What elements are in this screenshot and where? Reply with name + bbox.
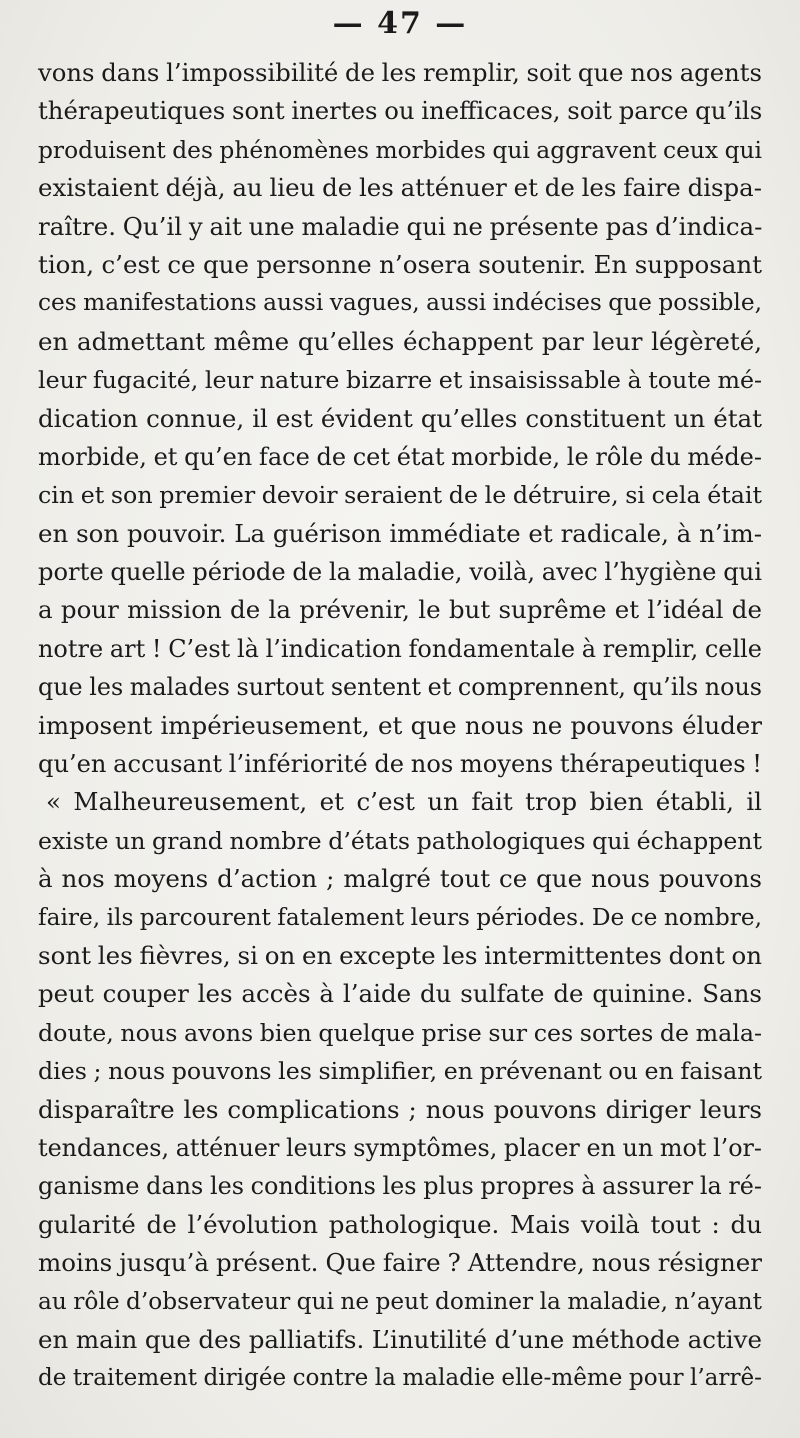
body-text [38,54,762,1398]
paragraph-start-line: « Malheureusement, et c’est un fait trop bien établi, il [46,787,762,817]
text-line: faire, ils parcourent fatalement leurs périodes. De ce nombre, [38,903,762,931]
text-line: moins jusqu’à présent. Que faire ? Attendre, nous résigner [38,1248,762,1278]
text-line: existe un grand nombre d’états pathologiques qui échappent [38,826,762,855]
text-line: tion, c’est ce que personne n’osera soutenir. En supposant [38,249,762,279]
text-line: existaient déjà, au lieu de les atténuer et de les faire dispa- [38,173,762,203]
text-line: notre art ! C’est là l’indication fondamentale à remplir, celle [38,634,762,663]
text-line: peut couper les accès à l’aide du sulfate de quinine. Sans [38,979,762,1009]
page-number: — 47 — [332,6,468,41]
text-line: en admettant même qu’elles échappent par leur légèreté, [38,326,762,356]
text-line: de traitement dirigée contre la maladie elle-même pour l’arrê- [38,1365,762,1392]
text-line: cin et son premier devoir seraient de le détruire, si cela était [38,481,762,510]
text-line: leur fugacité, leur nature bizarre et insaisissable à toute mé- [38,366,763,395]
text-line: produisent des phénomènes morbides qui aggravent ceux qui [38,135,762,164]
text-line: porte quelle période de la maladie, voilà, avec l’hygiène qui [38,558,762,587]
text-line: gularité de l’évolution pathologique. Mais voilà tout : du [38,1209,762,1239]
text-line: dication connue, il est évident qu’elles constituent un état [38,403,762,433]
text-line: disparaître les complications ; nous pouvons diriger leurs [38,1094,762,1124]
text-line: vons dans l’impossibilité de les remplir, soit que nos agents [38,58,762,87]
text-line: doute, nous avons bien quelque prise sur ces sortes de mala- [38,1018,762,1047]
text-line: en main que des palliatifs. L’inutilité d’une méthode active [38,1324,762,1354]
text-line: thérapeutiques sont inertes ou inefficaces, soit parce qu’ils [38,96,763,126]
text-line: tendances, atténuer leurs symptômes, placer en un mot l’or- [38,1133,762,1162]
text-line: sont les fièvres, si on en excepte les intermittentes dont on [38,940,762,970]
text-line: ces manifestations aussi vagues, aussi indécises que possible, [38,289,762,317]
text-line: ganisme dans les conditions les plus propres à assurer la ré- [38,1172,762,1201]
text-line: à nos moyens d’action ; malgré tout ce que nous pouvons [38,864,762,894]
text-line: a pour mission de la prévenir, le but suprême et l’idéal de [38,595,762,625]
text-line: que les malades surtout sentent et comprennent, qu’ils nous [38,673,762,702]
text-line: en son pouvoir. La guérison immédiate et radicale, à n’im- [38,518,762,548]
text-line: raître. Qu’il y ait une maladie qui ne présente pas d’indica- [38,211,763,241]
text-line: morbide, et qu’en face de cet état morbide, le rôle du méde- [38,442,762,471]
text-line: dies ; nous pouvons les simplifier, en prévenant ou en faisant [38,1057,762,1086]
text-line: qu’en accusant l’infériorité de nos moyens thérapeutiques ! [38,750,762,779]
text-line: au rôle d’observateur qui ne peut dominer la maladie, n’ayant [38,1287,762,1315]
text-line: imposent impérieusement, et que nous ne pouvons éluder [38,710,762,740]
